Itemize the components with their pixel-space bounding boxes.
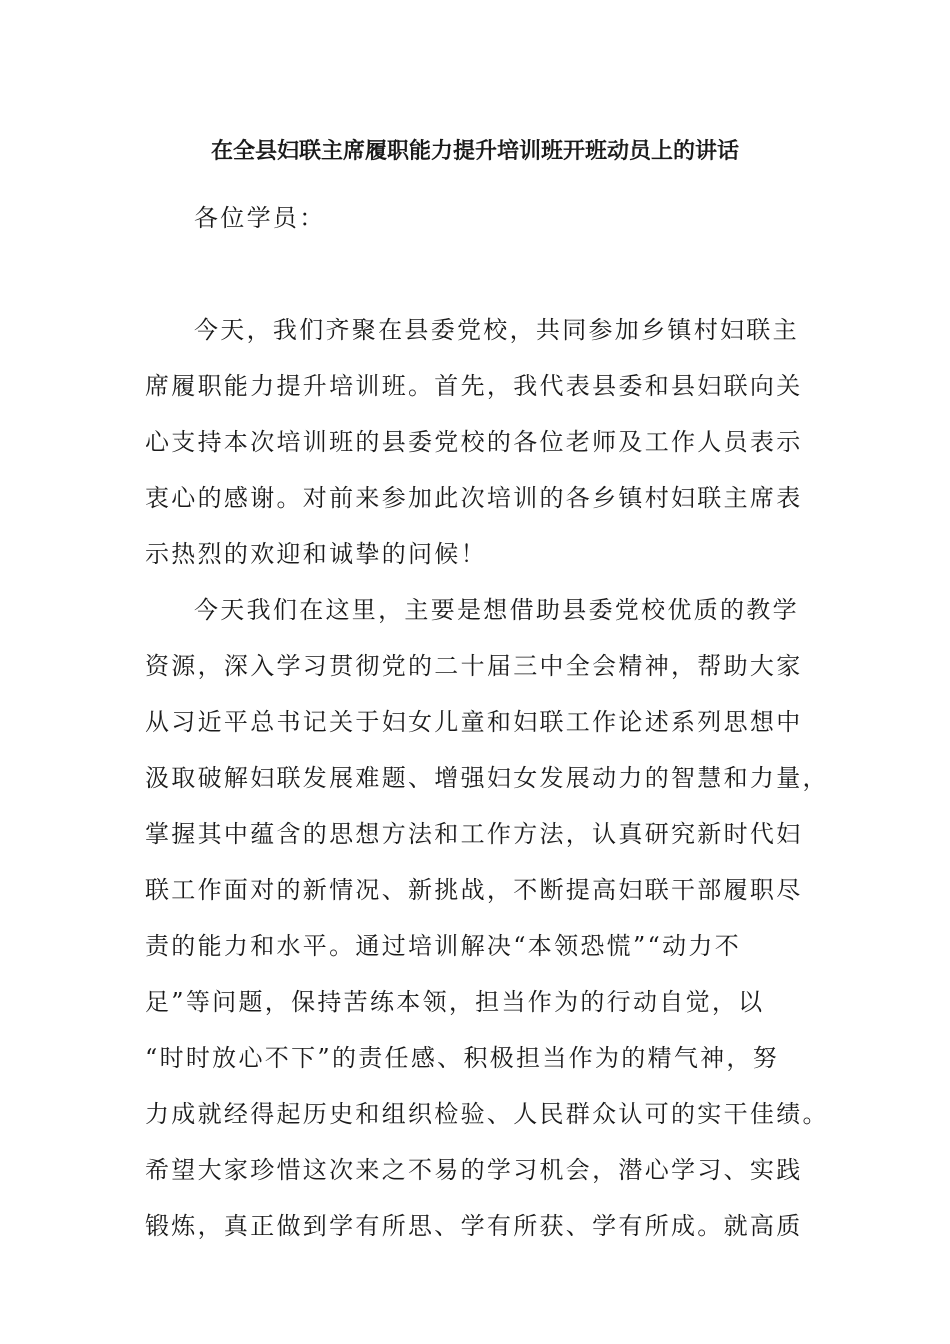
paragraph-line: 今天，我们齐聚在县委党校，共同参加乡镇村妇联主: [194, 316, 799, 344]
document-title: 在全县妇联主席履职能力提升培训班开班动员上的讲话: [210, 138, 739, 164]
paragraph-line: 掌握其中蕴含的思想方法和工作方法，认真研究新时代妇: [145, 820, 803, 848]
paragraph-line: 席履职能力提升培训班。首先，我代表县委和县妇联向关: [145, 372, 803, 400]
paragraph-line: 从习近平总书记关于妇女儿童和妇联工作论述系列思想中: [145, 708, 803, 736]
paragraph-line: 希望大家珍惜这次来之不易的学习机会，潜心学习、实践: [145, 1156, 803, 1184]
paragraph-line: 示热烈的欢迎和诚挚的问候！: [145, 540, 487, 568]
paragraph-line: 足”等问题，保持苦练本领，担当作为的行动自觉，以: [145, 988, 765, 1016]
paragraph-line: 资源，深入学习贯彻党的二十届三中全会精神，帮助大家: [145, 652, 803, 680]
paragraph-line: 衷心的感谢。对前来参加此次培训的各乡镇村妇联主席表: [145, 484, 803, 512]
salutation: 各位学员：: [194, 204, 326, 232]
paragraph-line: 汲取破解妇联发展难题、增强妇女发展动力的智慧和力量，: [145, 764, 829, 792]
paragraph-line: 今天我们在这里，主要是想借助县委党校优质的教学: [194, 596, 799, 624]
paragraph-line: 责的能力和水平。通过培训解决“本领恐慌”“动力不: [145, 932, 742, 960]
paragraph-line: 力成就经得起历史和组织检验、人民群众认可的实干佳绩。: [145, 1100, 829, 1128]
paragraph-line: 心支持本次培训班的县委党校的各位老师及工作人员表示: [145, 428, 803, 456]
paragraph-line: 联工作面对的新情况、新挑战，不断提高妇联干部履职尽: [145, 876, 803, 904]
paragraph-line: “时时放心不下”的责任感、积极担当作为的精气神，努: [145, 1044, 780, 1072]
paragraph-line: 锻炼，真正做到学有所思、学有所获、学有所成。就高质: [145, 1212, 803, 1240]
